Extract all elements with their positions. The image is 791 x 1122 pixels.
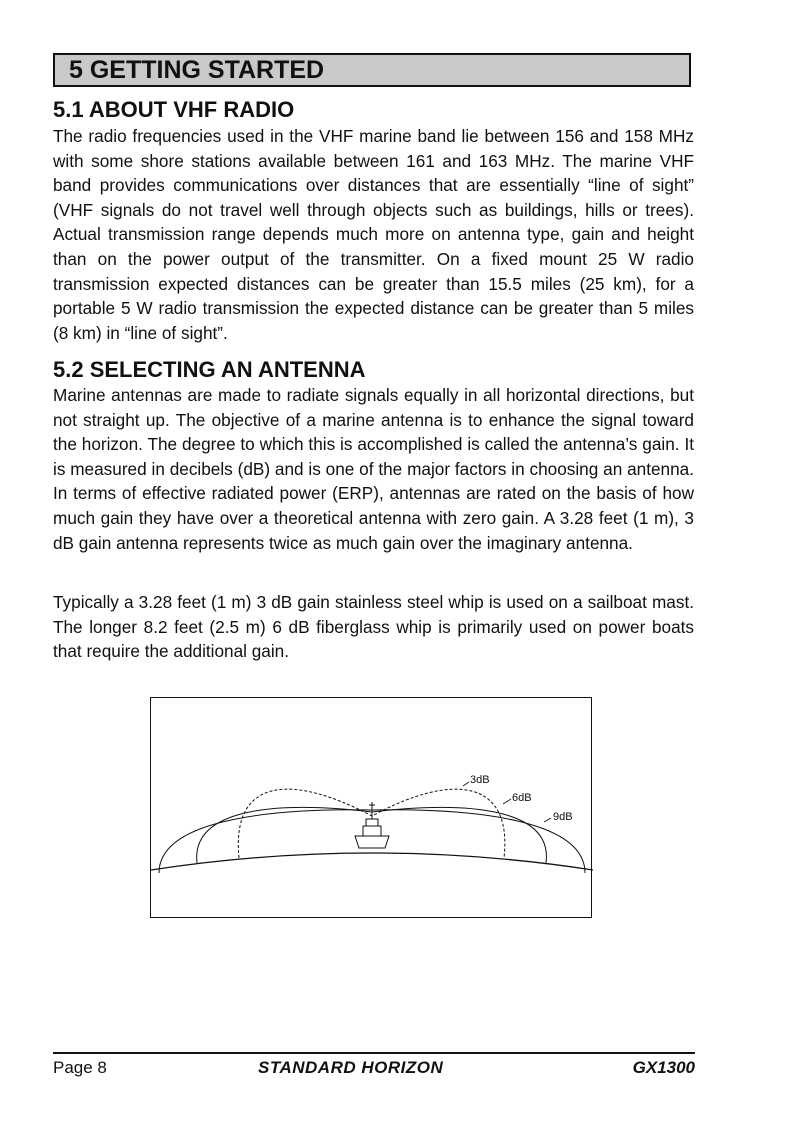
brand-logo: STANDARD HORIZON bbox=[258, 1058, 444, 1077]
antenna-gain-figure bbox=[150, 697, 592, 918]
footer-divider bbox=[53, 1052, 695, 1054]
section-heading-selecting-antenna: 5.2 SELECTING AN ANTENNA bbox=[53, 357, 366, 382]
chapter-title: 5 GETTING STARTED bbox=[53, 53, 691, 87]
page-number: Page 8 bbox=[53, 1058, 107, 1077]
antenna-gain-diagram bbox=[151, 698, 593, 919]
section-heading-about-vhf: 5.1 ABOUT VHF RADIO bbox=[53, 97, 295, 122]
model-name: GX1300 bbox=[632, 1058, 695, 1077]
paragraph-antenna-gain: Marine antennas are made to radiate signals equally in all horizontal directions, but not straight up. The objective of a marine antenna is to enhance the signal toward the horizon. The degree to which this is accomplished is called the antenna’s gain. It is measured in decibels (dB) and is one of the major factors in choosing an antenna. In terms of effective radiated power (ERP), antennas are rated on the basis of how much gain they have over a theoretical antenna with zero gain. A 3.28 feet (1 m), 3 dB gain antenna represents twice as much gain over the imaginary antenna. bbox=[53, 385, 694, 553]
paragraph-antenna-types: Typically a 3.28 feet (1 m) 3 dB gain stainless steel whip is used on a sailboat mast. The longer 8.2 feet (2.5 m) 6 dB fiberglass whip is primarily used on power boats that require the additional gain. bbox=[53, 592, 694, 662]
label-9db: 9dB bbox=[553, 811, 573, 823]
label-6db: 6dB bbox=[512, 792, 532, 804]
paragraph-about-vhf: The radio frequencies used in the VHF marine band lie between 156 and 158 MHz with some shore stations available between 161 and 163 MHz. The marine VHF band provides communications over distances that are essentially “line of sight” (VHF signals do not travel well through objects such as buildings, hills or trees). Actual transmission range depends much more on antenna type, gain and height than on the power output of the transmitter. On a fixed mount 25 W radio transmission expected distances can be greater than 15.5 miles (25 km), for a portable 5 W radio transmission the expected distance can be greater than 5 miles (8 km) in “line of sight”. bbox=[53, 126, 694, 343]
label-3db: 3dB bbox=[470, 774, 490, 786]
boat-icon bbox=[355, 802, 389, 848]
sea-surface-line bbox=[151, 853, 593, 870]
